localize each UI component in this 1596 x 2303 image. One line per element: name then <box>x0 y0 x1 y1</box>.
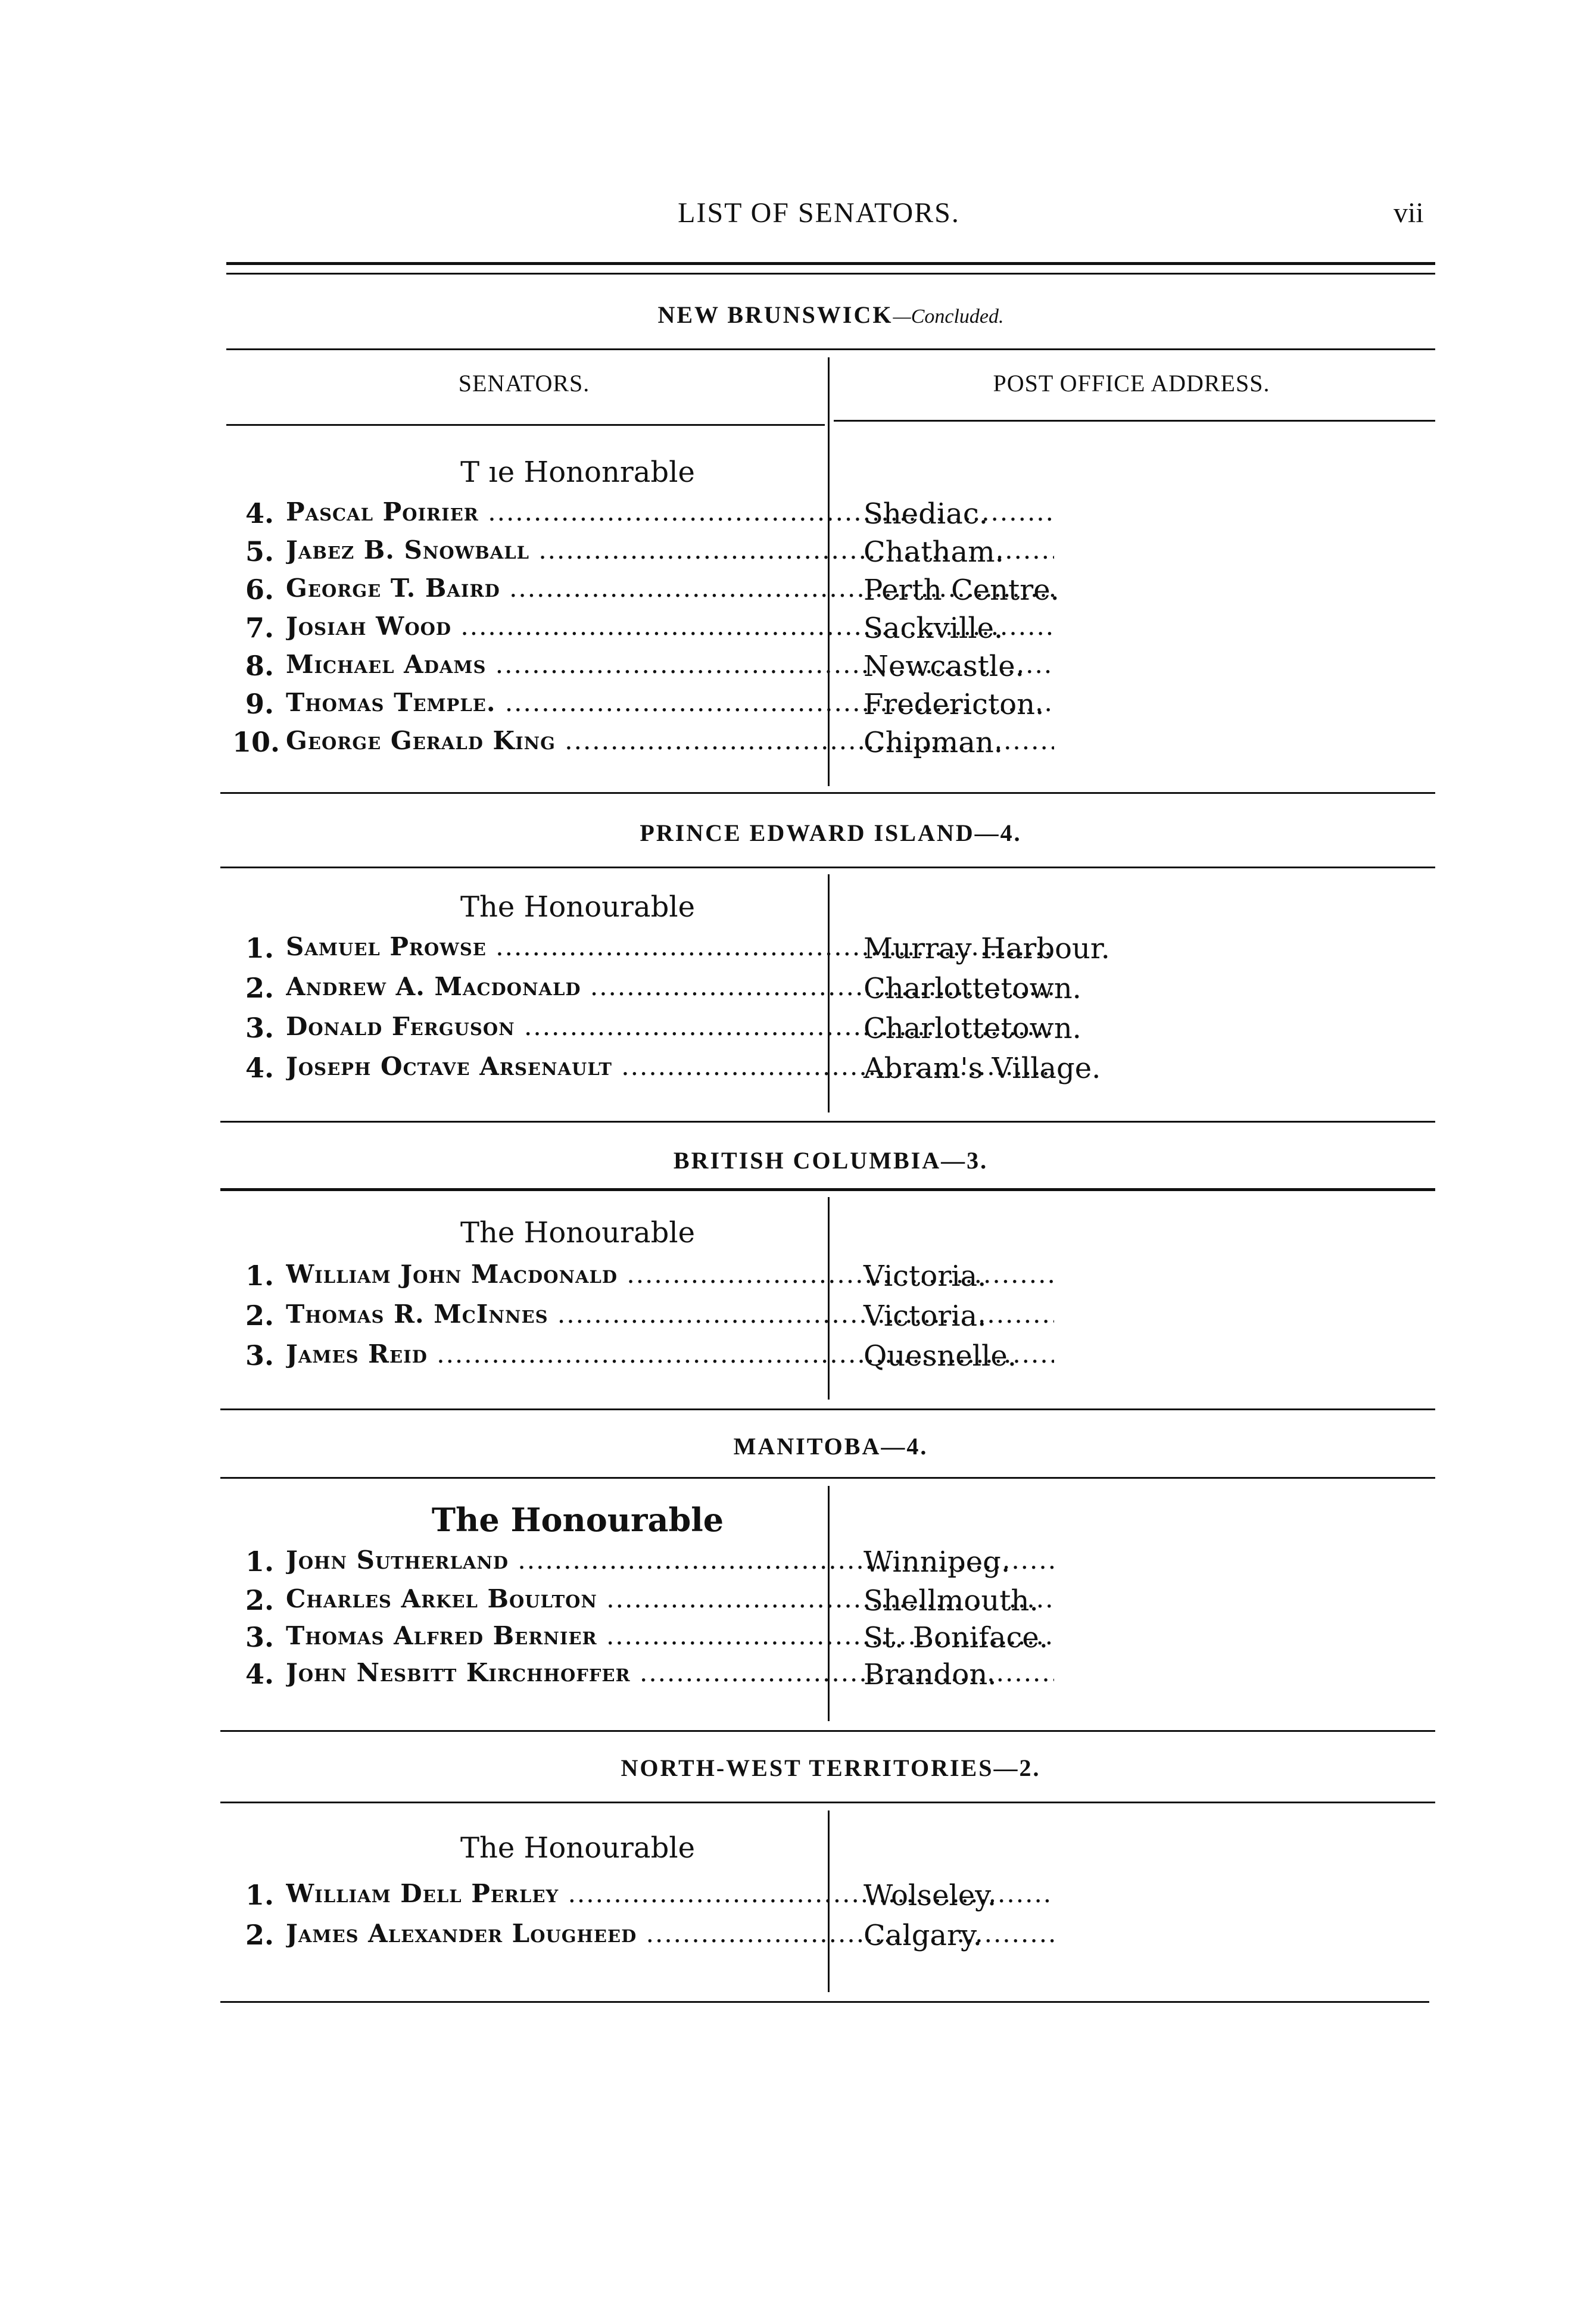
post-office-address: Charlottetown. <box>864 972 1081 1005</box>
post-office-address: Shellmouth. <box>864 1584 1039 1618</box>
page-number: vii <box>1394 197 1424 229</box>
section-rule <box>220 1121 1435 1123</box>
section-rule <box>220 1188 1435 1191</box>
senator-name: Thomas R. McInnes ..... <box>286 1299 1054 1329</box>
senator-number: 2. <box>245 972 274 1004</box>
senator-name: Andrew A. Macdonald ..... <box>286 972 1054 1001</box>
senator-name: Thomas Temple. ..... <box>286 688 1054 717</box>
senator-name: Charles Arkel Boulton ..... <box>286 1584 1054 1613</box>
honourable-heading: The Honourable <box>460 1216 696 1249</box>
post-office-address: Newcastle. <box>864 650 1024 683</box>
column-header-address: POST OFFICE ADDRESS. <box>993 370 1270 397</box>
column-header-rule-right <box>834 420 1435 422</box>
post-office-address: Victoria. <box>864 1299 987 1333</box>
senator-number: 5. <box>245 535 274 568</box>
senator-number: 9. <box>245 688 274 720</box>
section-rule <box>220 2001 1429 2003</box>
senator-name: Samuel Prowse ..... <box>286 932 1054 961</box>
senator-name: James Alexander Lougheed ..... <box>286 1919 1054 1948</box>
section-heading-new-brunswick <box>226 301 1435 329</box>
senator-number: 2. <box>245 1919 274 1951</box>
senator-number: 1. <box>245 1879 274 1911</box>
honourable-heading: The Honourable <box>460 890 696 924</box>
senator-name: Jabez B. Snowball ..... <box>286 535 1054 565</box>
post-office-address: Quesnelle. <box>864 1339 1017 1373</box>
post-office-address: Murray Harbour. <box>864 932 1110 965</box>
section-rule <box>220 1730 1435 1732</box>
column-header-rule-left <box>226 424 825 426</box>
senator-name: George Gerald King ..... <box>286 726 1054 755</box>
section-heading-north-west-territories: NORTH-WEST TERRITORIES—2. <box>621 1754 1041 1781</box>
section-heading-manitoba: MANITOBA—4. <box>733 1433 928 1460</box>
section-rule <box>220 792 1435 794</box>
section-rule <box>226 348 1435 350</box>
senator-number: 2. <box>245 1299 274 1332</box>
senator-name: Thomas Alfred Bernier ..... <box>286 1621 1054 1650</box>
post-office-address: Victoria. <box>864 1260 987 1293</box>
post-office-address: Winnipeg. <box>864 1545 1011 1579</box>
post-office-address: Charlottetown. <box>864 1012 1081 1045</box>
senator-number: 4. <box>245 1052 274 1084</box>
column-divider <box>828 357 830 786</box>
section-heading-text: NEW BRUNSWICK <box>657 301 893 328</box>
senator-number: 7. <box>245 612 274 644</box>
senator-number: 4. <box>245 1658 274 1690</box>
section-rule <box>220 1477 1435 1479</box>
honourable-heading: The Honourable <box>431 1501 724 1539</box>
section-rule <box>220 1408 1435 1410</box>
senator-number: 6. <box>245 574 274 606</box>
header-rule-secondary <box>226 273 1435 275</box>
header-rule <box>226 262 1435 265</box>
post-office-address: Calgary. <box>864 1919 982 1952</box>
senator-number: 3. <box>245 1339 274 1372</box>
section-rule <box>220 867 1435 868</box>
post-office-address: Abram's Village. <box>864 1052 1101 1085</box>
senator-number: 1. <box>245 1545 274 1578</box>
senator-number: 8. <box>245 650 274 682</box>
senator-number: 2. <box>245 1584 274 1616</box>
section-heading-suffix: —Concluded. <box>893 306 1004 328</box>
senator-name: William John Macdonald ..... <box>286 1260 1054 1289</box>
post-office-address: Sackville. <box>864 612 1003 645</box>
post-office-address: Shediac. <box>864 497 989 531</box>
post-office-address: Wolseley. <box>864 1879 997 1912</box>
senator-name: William Dell Perley ..... <box>286 1879 1054 1908</box>
senator-name: Michael Adams ..... <box>286 650 1054 679</box>
senator-name: Josiah Wood ..... <box>286 612 1054 641</box>
senator-number: 3. <box>245 1621 274 1653</box>
senator-name: James Reid ..... <box>286 1339 1054 1369</box>
post-office-address: Brandon. <box>864 1658 997 1691</box>
column-header-senators: SENATORS. <box>458 370 590 397</box>
senator-name: Pascal Poirier ..... <box>286 497 1054 526</box>
post-office-address: Chipman. <box>864 726 1003 759</box>
section-rule <box>220 1802 1435 1803</box>
senator-number: 10. <box>232 726 280 758</box>
senator-name: John Nesbitt Kirchhoffer ..... <box>286 1658 1054 1687</box>
senator-number: 1. <box>245 1260 274 1292</box>
column-divider <box>828 1197 830 1400</box>
section-heading-prince-edward-island: PRINCE EDWARD ISLAND—4. <box>640 819 1022 846</box>
honourable-heading: T ıe Hononrable <box>460 456 695 489</box>
senator-number: 3. <box>245 1012 274 1044</box>
senator-name: George T. Baird ..... <box>286 574 1054 603</box>
post-office-address: St. Boniface. <box>864 1621 1049 1654</box>
senator-number: 1. <box>245 932 274 964</box>
post-office-address: Perth Centre. <box>864 574 1059 607</box>
post-office-address: Fredericton. <box>864 688 1045 721</box>
section-heading-british-columbia: BRITISH COLUMBIA—3. <box>673 1147 989 1174</box>
page-title: LIST OF SENATORS. <box>678 197 960 229</box>
senator-name: John Sutherland ..... <box>286 1545 1054 1575</box>
senator-name: Donald Ferguson ..... <box>286 1012 1054 1041</box>
senator-name: Joseph Octave Arsenault ..... <box>286 1052 1054 1081</box>
post-office-address: Chatham. <box>864 535 1004 569</box>
honourable-heading: The Honourable <box>460 1831 696 1865</box>
senator-number: 4. <box>245 497 274 529</box>
